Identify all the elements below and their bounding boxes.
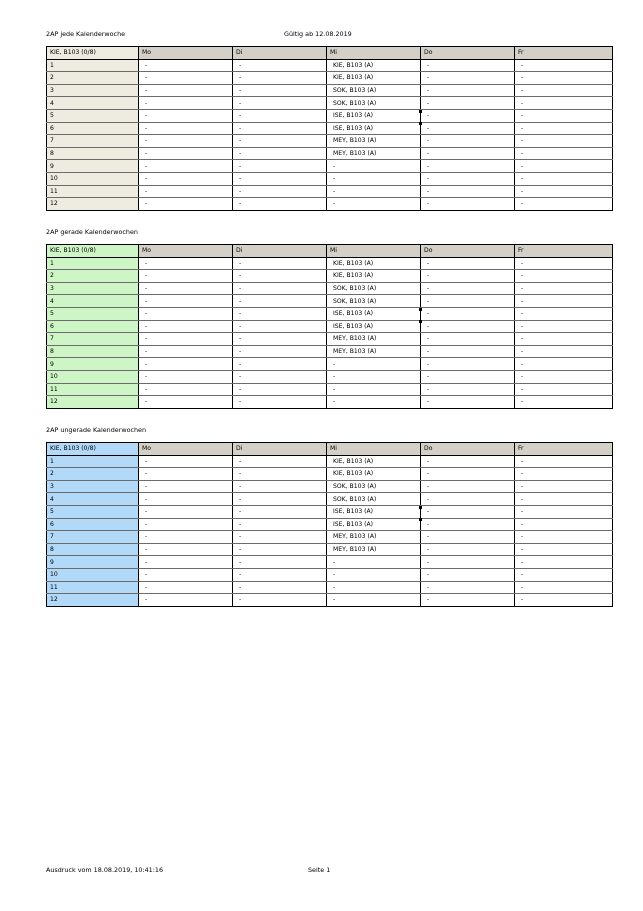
empty-slot: - xyxy=(421,518,515,531)
empty-slot: - xyxy=(233,257,327,270)
empty-slot: - xyxy=(421,358,515,371)
empty-slot: - xyxy=(233,383,327,396)
empty-slot: - xyxy=(139,198,233,211)
period-number: 7 xyxy=(47,531,139,544)
timetable xyxy=(46,46,613,211)
lesson-cell: KIE, B103 (A) xyxy=(327,257,421,270)
table-row xyxy=(47,518,613,531)
table-row xyxy=(47,147,613,160)
empty-slot: - xyxy=(233,295,327,308)
period-number: 6 xyxy=(47,122,139,135)
empty-slot: - xyxy=(233,518,327,531)
empty-slot: - xyxy=(515,185,613,198)
empty-slot: - xyxy=(327,160,421,173)
period-number: 8 xyxy=(47,345,139,358)
corner-label: KIE, B103 (0/8) xyxy=(47,47,139,60)
period-number: 9 xyxy=(47,556,139,569)
empty-slot: - xyxy=(515,198,613,211)
empty-slot: - xyxy=(515,135,613,148)
table-row xyxy=(47,383,613,396)
empty-slot: - xyxy=(139,320,233,333)
empty-slot: - xyxy=(421,581,515,594)
empty-slot: - xyxy=(139,295,233,308)
period-number: 10 xyxy=(47,172,139,185)
empty-slot: - xyxy=(139,493,233,506)
empty-slot: - xyxy=(421,556,515,569)
period-number: 10 xyxy=(47,568,139,581)
lesson-cell: SOK, B103 (A) xyxy=(327,493,421,506)
day-header: Mo xyxy=(139,443,233,456)
empty-slot: - xyxy=(515,493,613,506)
empty-slot: - xyxy=(139,257,233,270)
timetable xyxy=(46,442,613,607)
lesson-cell: MEY, B103 (A) xyxy=(327,345,421,358)
empty-slot: - xyxy=(515,257,613,270)
lesson-cell: MEY, B103 (A) xyxy=(327,147,421,160)
empty-slot: - xyxy=(233,270,327,283)
empty-slot: - xyxy=(139,333,233,346)
lesson-cell: MEY, B103 (A) xyxy=(327,333,421,346)
empty-slot: - xyxy=(233,160,327,173)
table-row xyxy=(47,72,613,85)
lesson-cell: ISE, B103 (A) xyxy=(327,518,421,531)
empty-slot: - xyxy=(515,480,613,493)
lesson-cell: MEY, B103 (A) xyxy=(327,135,421,148)
empty-slot: - xyxy=(139,282,233,295)
period-number: 4 xyxy=(47,295,139,308)
empty-slot: - xyxy=(139,59,233,72)
corner-label: KIE, B103 (0/8) xyxy=(47,443,139,456)
table-row xyxy=(47,270,613,283)
empty-slot: - xyxy=(515,307,613,320)
empty-slot: - xyxy=(421,147,515,160)
empty-slot: - xyxy=(233,135,327,148)
lesson-cell: ISE, B103 (A) xyxy=(327,109,421,122)
empty-slot: - xyxy=(515,109,613,122)
period-number: 11 xyxy=(47,383,139,396)
empty-slot: - xyxy=(139,505,233,518)
table-row xyxy=(47,97,613,110)
day-header: Mi xyxy=(327,443,421,456)
table-header-row xyxy=(47,245,613,258)
empty-slot: - xyxy=(233,543,327,556)
empty-slot: - xyxy=(421,345,515,358)
table-row xyxy=(47,455,613,468)
period-number: 12 xyxy=(47,396,139,409)
lesson-cell: ISE, B103 (A) xyxy=(327,122,421,135)
table-header-row xyxy=(47,443,613,456)
marker-square xyxy=(419,506,422,509)
day-header: Do xyxy=(421,245,515,258)
empty-slot: - xyxy=(421,295,515,308)
table-row xyxy=(47,358,613,371)
empty-slot: - xyxy=(515,147,613,160)
empty-slot: - xyxy=(421,185,515,198)
empty-slot: - xyxy=(139,455,233,468)
empty-slot: - xyxy=(233,109,327,122)
empty-slot: - xyxy=(139,568,233,581)
empty-slot: - xyxy=(139,518,233,531)
empty-slot: - xyxy=(139,122,233,135)
period-number: 2 xyxy=(47,72,139,85)
marker-square xyxy=(419,308,422,311)
day-header: Di xyxy=(233,47,327,60)
table-row xyxy=(47,135,613,148)
lesson-cell: KIE, B103 (A) xyxy=(327,270,421,283)
day-header: Mo xyxy=(139,245,233,258)
empty-slot: - xyxy=(233,505,327,518)
page-number: Seite 1 xyxy=(308,866,331,874)
empty-slot: - xyxy=(421,333,515,346)
table-row xyxy=(47,59,613,72)
table-row xyxy=(47,543,613,556)
table-row xyxy=(47,594,613,607)
table-row xyxy=(47,468,613,481)
empty-slot: - xyxy=(327,581,421,594)
empty-slot: - xyxy=(515,358,613,371)
empty-slot: - xyxy=(421,370,515,383)
empty-slot: - xyxy=(515,396,613,409)
table-row xyxy=(47,185,613,198)
day-header: Mi xyxy=(327,47,421,60)
lesson-cell: SOK, B103 (A) xyxy=(327,84,421,97)
period-number: 3 xyxy=(47,480,139,493)
empty-slot: - xyxy=(139,383,233,396)
empty-slot: - xyxy=(139,185,233,198)
empty-slot: - xyxy=(421,122,515,135)
empty-slot: - xyxy=(515,505,613,518)
table-row xyxy=(47,505,613,518)
empty-slot: - xyxy=(233,84,327,97)
empty-slot: - xyxy=(233,185,327,198)
empty-slot: - xyxy=(421,455,515,468)
lesson-cell: MEY, B103 (A) xyxy=(327,531,421,544)
table-row xyxy=(47,282,613,295)
empty-slot: - xyxy=(139,270,233,283)
table-row xyxy=(47,172,613,185)
lesson-cell: KIE, B103 (A) xyxy=(327,72,421,85)
period-number: 5 xyxy=(47,307,139,320)
table-row xyxy=(47,370,613,383)
empty-slot: - xyxy=(421,198,515,211)
empty-slot: - xyxy=(139,556,233,569)
empty-slot: - xyxy=(515,282,613,295)
empty-slot: - xyxy=(233,333,327,346)
empty-slot: - xyxy=(233,455,327,468)
period-number: 9 xyxy=(47,358,139,371)
empty-slot: - xyxy=(421,59,515,72)
empty-slot: - xyxy=(515,468,613,481)
table-row xyxy=(47,556,613,569)
empty-slot: - xyxy=(515,455,613,468)
empty-slot: - xyxy=(515,72,613,85)
empty-slot: - xyxy=(515,270,613,283)
empty-slot: - xyxy=(421,568,515,581)
empty-slot: - xyxy=(421,97,515,110)
empty-slot: - xyxy=(421,172,515,185)
empty-slot: - xyxy=(421,543,515,556)
empty-slot: - xyxy=(233,320,327,333)
period-number: 10 xyxy=(47,370,139,383)
table-row xyxy=(47,109,613,122)
empty-slot: - xyxy=(139,97,233,110)
empty-slot: - xyxy=(233,370,327,383)
table-row xyxy=(47,333,613,346)
empty-slot: - xyxy=(421,505,515,518)
section-caption: 2AP ungerade Kalenderwochen xyxy=(46,426,147,434)
period-number: 4 xyxy=(47,97,139,110)
empty-slot: - xyxy=(515,383,613,396)
empty-slot: - xyxy=(327,568,421,581)
empty-slot: - xyxy=(421,531,515,544)
validity-date: Gültig ab 12.08.2019 xyxy=(284,30,352,38)
empty-slot: - xyxy=(515,345,613,358)
lesson-cell: SOK, B103 (A) xyxy=(327,97,421,110)
period-number: 7 xyxy=(47,135,139,148)
table-row xyxy=(47,345,613,358)
empty-slot: - xyxy=(515,581,613,594)
period-number: 5 xyxy=(47,505,139,518)
table-row xyxy=(47,307,613,320)
empty-slot: - xyxy=(421,84,515,97)
period-number: 1 xyxy=(47,455,139,468)
empty-slot: - xyxy=(515,556,613,569)
table-row xyxy=(47,122,613,135)
table-row xyxy=(47,396,613,409)
period-number: 4 xyxy=(47,493,139,506)
period-number: 3 xyxy=(47,282,139,295)
period-number: 2 xyxy=(47,270,139,283)
table-row xyxy=(47,493,613,506)
table-row xyxy=(47,320,613,333)
empty-slot: - xyxy=(515,122,613,135)
lesson-cell: ISE, B103 (A) xyxy=(327,505,421,518)
empty-slot: - xyxy=(327,556,421,569)
period-number: 12 xyxy=(47,594,139,607)
empty-slot: - xyxy=(139,531,233,544)
day-header: Fr xyxy=(515,47,613,60)
empty-slot: - xyxy=(139,84,233,97)
empty-slot: - xyxy=(515,568,613,581)
empty-slot: - xyxy=(139,307,233,320)
lesson-cell: KIE, B103 (A) xyxy=(327,468,421,481)
empty-slot: - xyxy=(421,282,515,295)
empty-slot: - xyxy=(233,122,327,135)
empty-slot: - xyxy=(515,172,613,185)
day-header: Di xyxy=(233,245,327,258)
period-number: 2 xyxy=(47,468,139,481)
day-header: Mo xyxy=(139,47,233,60)
table-row xyxy=(47,84,613,97)
lesson-cell: SOK, B103 (A) xyxy=(327,480,421,493)
empty-slot: - xyxy=(233,556,327,569)
empty-slot: - xyxy=(139,147,233,160)
empty-slot: - xyxy=(139,480,233,493)
empty-slot: - xyxy=(139,135,233,148)
empty-slot: - xyxy=(515,543,613,556)
empty-slot: - xyxy=(233,198,327,211)
empty-slot: - xyxy=(515,97,613,110)
day-header: Di xyxy=(233,443,327,456)
empty-slot: - xyxy=(233,493,327,506)
lesson-cell: SOK, B103 (A) xyxy=(327,295,421,308)
period-number: 1 xyxy=(47,59,139,72)
empty-slot: - xyxy=(139,468,233,481)
empty-slot: - xyxy=(515,518,613,531)
day-header: Mi xyxy=(327,245,421,258)
period-number: 6 xyxy=(47,320,139,333)
period-number: 5 xyxy=(47,109,139,122)
empty-slot: - xyxy=(233,568,327,581)
period-number: 12 xyxy=(47,198,139,211)
print-timestamp: Ausdruck vom 18.08.2019, 10:41:16 xyxy=(46,866,164,874)
empty-slot: - xyxy=(233,594,327,607)
marker-square xyxy=(419,110,422,113)
empty-slot: - xyxy=(139,172,233,185)
empty-slot: - xyxy=(139,72,233,85)
lesson-cell: SOK, B103 (A) xyxy=(327,282,421,295)
empty-slot: - xyxy=(421,270,515,283)
lesson-cell: KIE, B103 (A) xyxy=(327,455,421,468)
empty-slot: - xyxy=(327,198,421,211)
empty-slot: - xyxy=(139,581,233,594)
period-number: 1 xyxy=(47,257,139,270)
period-number: 8 xyxy=(47,543,139,556)
empty-slot: - xyxy=(421,480,515,493)
empty-slot: - xyxy=(233,147,327,160)
empty-slot: - xyxy=(421,135,515,148)
table-row xyxy=(47,160,613,173)
empty-slot: - xyxy=(327,172,421,185)
period-number: 8 xyxy=(47,147,139,160)
period-number: 9 xyxy=(47,160,139,173)
lesson-cell: ISE, B103 (A) xyxy=(327,320,421,333)
table-row xyxy=(47,531,613,544)
empty-slot: - xyxy=(327,185,421,198)
empty-slot: - xyxy=(233,396,327,409)
empty-slot: - xyxy=(139,160,233,173)
empty-slot: - xyxy=(421,307,515,320)
table-row xyxy=(47,480,613,493)
empty-slot: - xyxy=(139,358,233,371)
period-number: 3 xyxy=(47,84,139,97)
marker-square xyxy=(419,122,422,125)
empty-slot: - xyxy=(421,383,515,396)
period-number: 11 xyxy=(47,581,139,594)
day-header: Do xyxy=(421,47,515,60)
marker-square xyxy=(419,320,422,323)
empty-slot: - xyxy=(233,358,327,371)
empty-slot: - xyxy=(233,59,327,72)
corner-label: KIE, B103 (0/8) xyxy=(47,245,139,258)
lesson-cell: KIE, B103 (A) xyxy=(327,59,421,72)
period-number: 7 xyxy=(47,333,139,346)
period-number: 11 xyxy=(47,185,139,198)
empty-slot: - xyxy=(421,320,515,333)
empty-slot: - xyxy=(233,480,327,493)
timetable xyxy=(46,244,613,409)
marker-square xyxy=(419,518,422,521)
empty-slot: - xyxy=(515,370,613,383)
empty-slot: - xyxy=(233,172,327,185)
empty-slot: - xyxy=(515,160,613,173)
empty-slot: - xyxy=(233,531,327,544)
empty-slot: - xyxy=(515,333,613,346)
empty-slot: - xyxy=(515,295,613,308)
day-header: Fr xyxy=(515,245,613,258)
empty-slot: - xyxy=(233,307,327,320)
empty-slot: - xyxy=(233,72,327,85)
table-row xyxy=(47,198,613,211)
empty-slot: - xyxy=(327,396,421,409)
empty-slot: - xyxy=(515,84,613,97)
empty-slot: - xyxy=(233,97,327,110)
table-header-row xyxy=(47,47,613,60)
empty-slot: - xyxy=(515,594,613,607)
table-row xyxy=(47,295,613,308)
period-number: 6 xyxy=(47,518,139,531)
empty-slot: - xyxy=(515,531,613,544)
lesson-cell: MEY, B103 (A) xyxy=(327,543,421,556)
empty-slot: - xyxy=(515,59,613,72)
empty-slot: - xyxy=(421,594,515,607)
empty-slot: - xyxy=(139,345,233,358)
empty-slot: - xyxy=(233,468,327,481)
empty-slot: - xyxy=(139,370,233,383)
empty-slot: - xyxy=(421,160,515,173)
empty-slot: - xyxy=(233,345,327,358)
empty-slot: - xyxy=(139,109,233,122)
section-caption: 2AP gerade Kalenderwochen xyxy=(46,228,138,236)
empty-slot: - xyxy=(421,493,515,506)
empty-slot: - xyxy=(421,468,515,481)
empty-slot: - xyxy=(139,396,233,409)
empty-slot: - xyxy=(139,543,233,556)
empty-slot: - xyxy=(233,581,327,594)
empty-slot: - xyxy=(327,383,421,396)
table-row xyxy=(47,257,613,270)
empty-slot: - xyxy=(233,282,327,295)
empty-slot: - xyxy=(327,358,421,371)
empty-slot: - xyxy=(515,320,613,333)
table-row xyxy=(47,568,613,581)
empty-slot: - xyxy=(421,396,515,409)
empty-slot: - xyxy=(327,594,421,607)
lesson-cell: ISE, B103 (A) xyxy=(327,307,421,320)
empty-slot: - xyxy=(421,72,515,85)
empty-slot: - xyxy=(421,109,515,122)
empty-slot: - xyxy=(327,370,421,383)
table-row xyxy=(47,581,613,594)
day-header: Fr xyxy=(515,443,613,456)
day-header: Do xyxy=(421,443,515,456)
section-caption: 2AP jede Kalenderwoche xyxy=(46,30,126,38)
empty-slot: - xyxy=(421,257,515,270)
empty-slot: - xyxy=(139,594,233,607)
